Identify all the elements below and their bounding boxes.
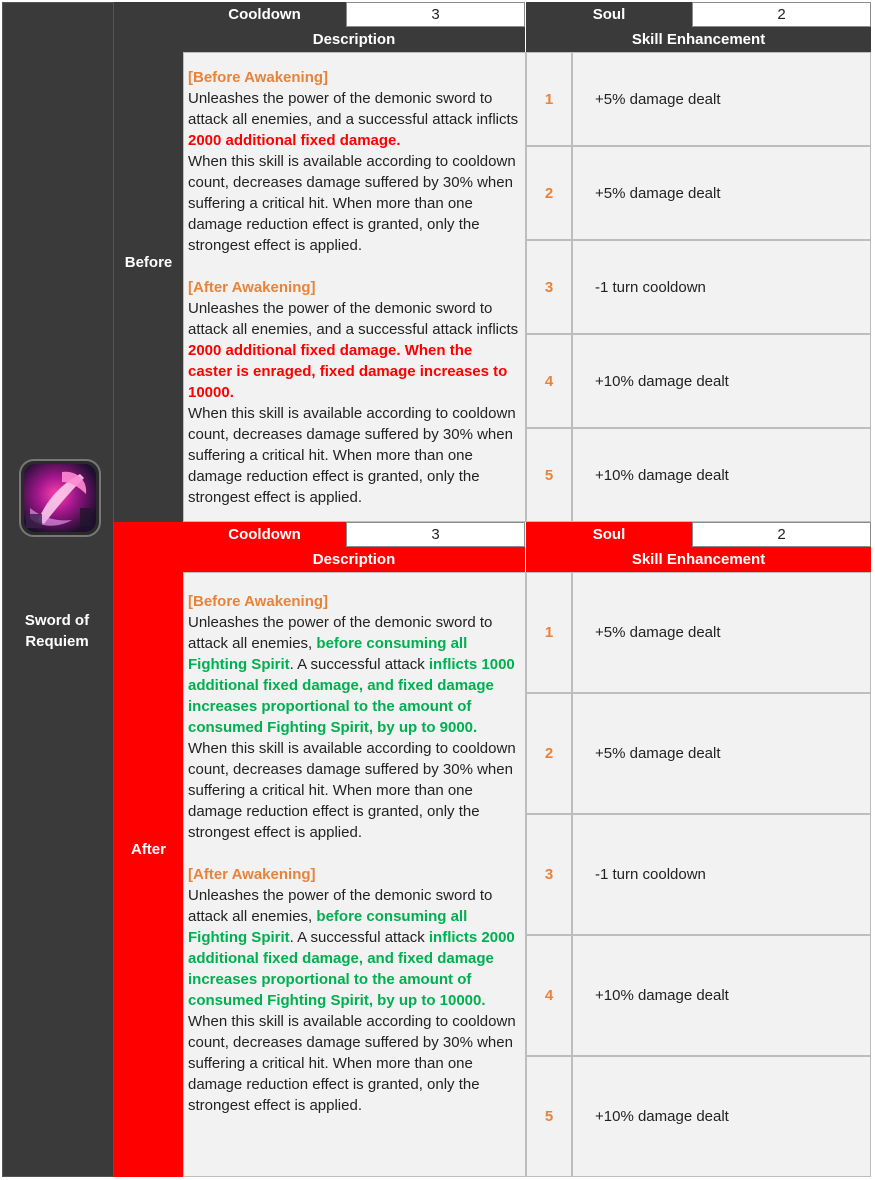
enhancement-text: +5% damage dealt (572, 52, 871, 146)
desc-text: . A successful attack (289, 929, 429, 946)
desc-highlight: inflicts 2000 additional fixed damage, and fixed damage increases proportional to the amount of consumed Fighting Spirit, by up to 10000. (188, 929, 515, 1009)
enhancement-text: +5% damage dealt (572, 146, 871, 240)
enhancement-level: 4 (526, 334, 572, 428)
desc-text: When this skill is available according to cooldown count, decreases damage suffered by 30% when suffering a critical hit. When more than one damage reduction effect is granted, only the strongest effect is applied. (188, 405, 516, 506)
cooldown-label: Cooldown (183, 2, 346, 27)
desc-heading: [Before Awakening] (188, 69, 329, 86)
enhancement-text: -1 turn cooldown (572, 814, 871, 935)
enhancement-level: 5 (526, 428, 572, 522)
cooldown-value: 3 (346, 522, 525, 547)
enhancement-text: +5% damage dealt (572, 693, 871, 814)
desc-text: Unleashes the power of the demonic sword to attack all enemies, and a successful attack inflicts (188, 300, 519, 338)
enhancement-text: +10% damage dealt (572, 428, 871, 522)
cooldown-value: 3 (346, 2, 525, 27)
skill-column (2, 2, 114, 1177)
soul-value: 2 (692, 522, 871, 547)
desc-text: When this skill is available according to cooldown count, decreases damage suffered by 30% when suffering a critical hit. When more than one damage reduction effect is granted, only the strongest effect is applied. (188, 740, 516, 841)
enhancement-text: +10% damage dealt (572, 935, 871, 1056)
enhancement-text: +5% damage dealt (572, 572, 871, 693)
desc-heading: [After Awakening] (188, 279, 316, 296)
desc-highlight: inflicts 1000 additional fixed damage, and fixed damage increases proportional to the amount of consumed Fighting Spirit, by up to 9000. (188, 656, 515, 736)
desc-highlight: before consuming all Fighting Spirit (188, 908, 468, 946)
description-header: Description (183, 27, 525, 52)
enhancement-level: 2 (526, 146, 572, 240)
desc-heading: [Before Awakening] (188, 593, 329, 610)
desc-text: When this skill is available according to cooldown count, decreases damage suffered by 30% when suffering a critical hit. When more than one damage reduction effect is granted, only the strongest effect is applied. (188, 153, 516, 254)
desc-heading: [After Awakening] (188, 866, 316, 883)
soul-label: Soul (526, 2, 692, 27)
desc-text: . A successful attack (289, 656, 429, 673)
skill-name: Sword of Requiem (24, 612, 90, 650)
description-before (183, 52, 526, 522)
soul-label: Soul (526, 522, 692, 547)
desc-text: Unleashes the power of the demonic sword to attack all enemies, (188, 614, 493, 652)
description-header: Description (183, 547, 525, 572)
desc-text: When this skill is available according to cooldown count, decreases damage suffered by 30% when suffering a critical hit. When more than one damage reduction effect is granted, only the strongest effect is applied. (188, 1013, 516, 1114)
stage-label-before: Before (114, 2, 183, 522)
enhancement-level: 2 (526, 693, 572, 814)
enhancement-text: +10% damage dealt (572, 1056, 871, 1177)
desc-highlight: 2000 additional fixed damage. (188, 132, 401, 149)
enhancement-level: 4 (526, 935, 572, 1056)
demonic-sword-skill-icon (18, 458, 102, 538)
enhancement-level: 1 (526, 572, 572, 693)
description-after (183, 572, 526, 1177)
desc-highlight: before consuming all Fighting Spirit (188, 635, 468, 673)
cooldown-label: Cooldown (183, 522, 346, 547)
enhancement-level: 1 (526, 52, 572, 146)
desc-highlight: 2000 additional fixed damage. When the caster is enraged, fixed damage increases to 10000. (188, 342, 508, 401)
enhancement-level: 5 (526, 1056, 572, 1177)
enhancement-level: 3 (526, 814, 572, 935)
stage-label-after: After (114, 522, 183, 1177)
enhancement-header: Skill Enhancement (526, 547, 871, 572)
desc-text: Unleashes the power of the demonic sword to attack all enemies, (188, 887, 493, 925)
enhancement-level: 3 (526, 240, 572, 334)
enhancement-text: -1 turn cooldown (572, 240, 871, 334)
enhancement-text: +10% damage dealt (572, 334, 871, 428)
soul-value: 2 (692, 2, 871, 27)
desc-text: Unleashes the power of the demonic sword to attack all enemies, and a successful attack inflicts (188, 90, 519, 128)
enhancement-header: Skill Enhancement (526, 27, 871, 52)
